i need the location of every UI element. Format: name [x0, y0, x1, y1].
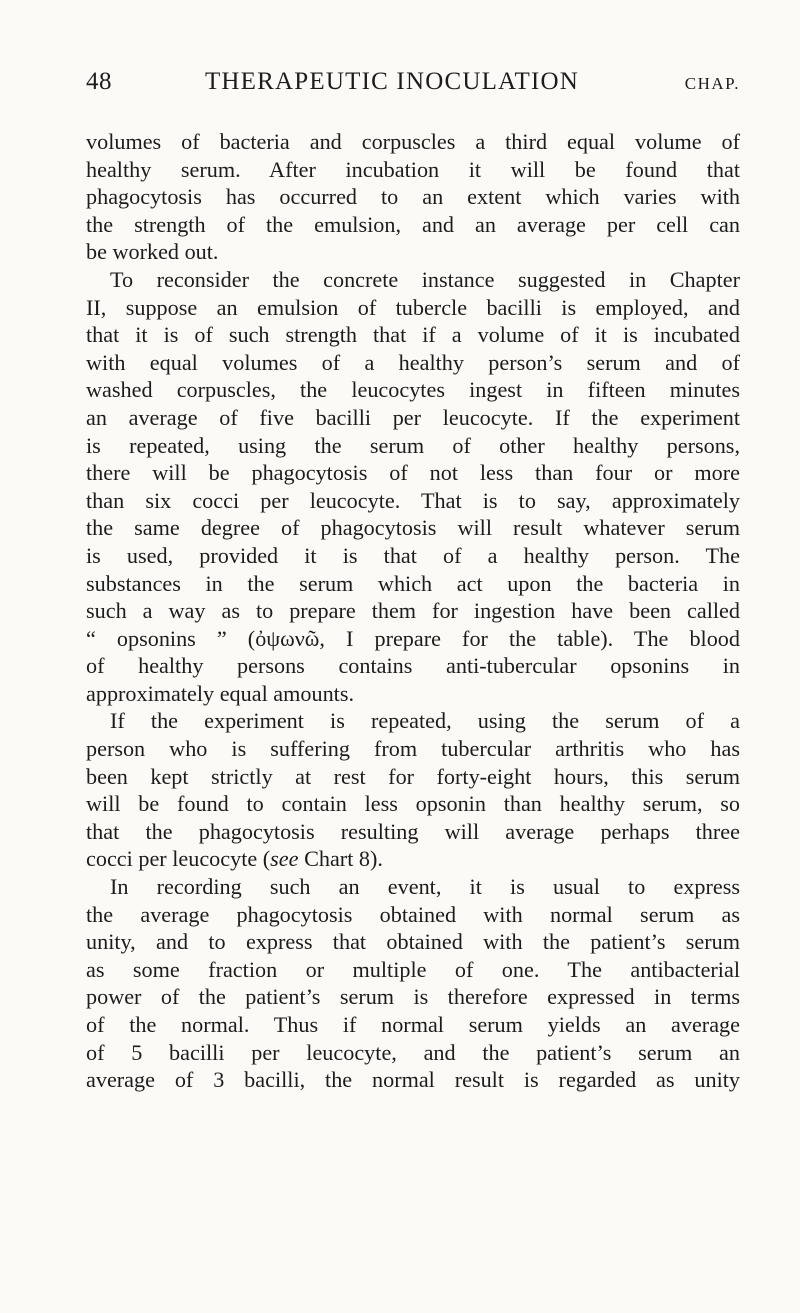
text-line: of 5 bacilli per leucocyte, and the patient’s serum an — [86, 1039, 740, 1065]
text-line: of healthy persons contains anti-tubercular opsonins in — [86, 653, 740, 679]
text-line: the same degree of phagocytosis will result whatever serum — [86, 515, 740, 541]
text-line: volumes of bacteria and corpuscles a third equal volume of — [86, 129, 740, 154]
running-title: THERAPEUTIC INOCULATION — [204, 68, 580, 95]
text-line: been kept strictly at rest for forty-eight hours, this serum — [86, 763, 740, 789]
text-line: than six cocci per leucocyte. That is to say, approximately — [86, 487, 740, 513]
chapter-abbrev: CHAP. — [684, 74, 740, 93]
text-line: unity, and to express that obtained with the patient’s serum — [86, 929, 740, 955]
text-line: II, suppose an emulsion of tubercle bacilli is employed, and — [86, 294, 740, 320]
text-line: be worked out. — [86, 239, 219, 265]
text-line: average of 3 bacilli, the normal result is regarded as unity — [86, 1067, 740, 1093]
body-text — [86, 128, 740, 1094]
text-line: person who is suffering from tubercular arthritis who has — [86, 736, 740, 762]
text-line: approximately equal amounts. — [86, 680, 355, 706]
text-line: power of the patient’s serum is therefore expressed in terms — [86, 984, 740, 1010]
text-line: with equal volumes of a healthy person’s serum and of — [86, 349, 740, 375]
text-line: is repeated, using the serum of other healthy persons, — [86, 432, 740, 458]
text-line: In recording such an event, it is usual to express — [110, 874, 740, 900]
text-line: washed corpuscles, the leucocytes ingest in fifteen minutes — [86, 377, 740, 403]
text-line: is used, provided it is that of a healthy person. The — [86, 542, 740, 568]
text-line: If the experiment is repeated, using the serum of a — [110, 708, 740, 734]
text-line: healthy serum. After incubation it will be found that — [86, 156, 740, 182]
text-line: that it is of such strength that if a volume of it is incubated — [86, 322, 740, 348]
running-head — [86, 62, 740, 102]
text-line: will be found to contain less opsonin than healthy serum, so — [86, 791, 740, 817]
text-line: the average phagocytosis obtained with normal serum as — [86, 901, 740, 927]
text-line: substances in the serum which act upon the bacteria in — [86, 570, 740, 596]
text-line: that the phagocytosis resulting will average perhaps three — [86, 818, 740, 844]
text-line: phagocytosis has occurred to an extent which varies with — [86, 184, 740, 210]
text-line: cocci per leucocyte (see Chart 8). — [86, 846, 383, 872]
text-line: there will be phagocytosis of not less than four or more — [86, 460, 740, 486]
text-line: “ opsonins ” (ὀψωνῶ, I prepare for the table). The blood — [86, 625, 740, 651]
text-line: an average of five bacilli per leucocyte. If the experiment — [86, 404, 740, 430]
text-line: the strength of the emulsion, and an average per cell can — [86, 211, 740, 237]
text-line: as some fraction or multiple of one. The antibacterial — [86, 956, 740, 982]
text-line: such a way as to prepare them for ingestion have been called — [86, 598, 740, 624]
page-number: 48 — [86, 68, 112, 95]
text-line: To reconsider the concrete instance suggested in Chapter — [110, 266, 740, 292]
text-line: of the normal. Thus if normal serum yields an average — [86, 1012, 740, 1037]
